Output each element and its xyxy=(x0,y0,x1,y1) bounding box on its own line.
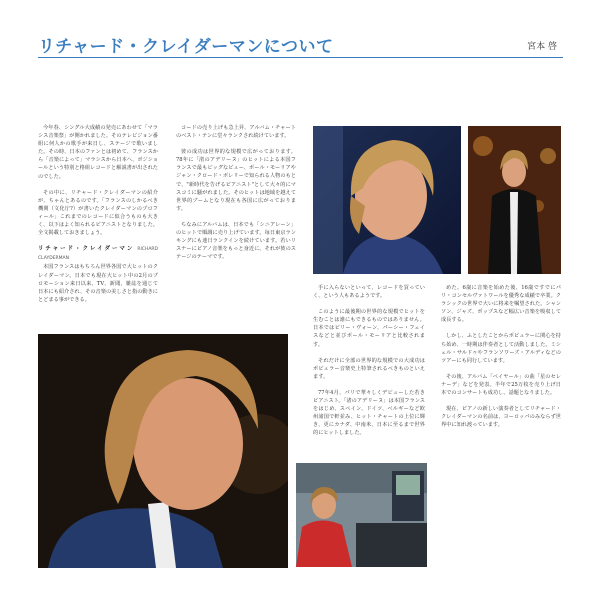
paragraph: しかし、ふとしたことからポピュラーに関心を持ち始め、一時期は伴奏者として活動しました。ミシェル・サルドゥやフランソワーズ・アルディなどのツアーにも同行しています。 xyxy=(441,333,561,364)
name-caption xyxy=(38,245,158,263)
portrait-photo-smiling xyxy=(38,334,288,568)
paragraph: このように最後期の世界的な規模でヒットを生むことは誰にもできるものではありません。日本ではピリー・ヴォーン、パーシー・フェイスなどと並びポール・モーリアと比較されます。 xyxy=(313,309,425,348)
paragraph: 今年春、シングル大成績の発売にあわせて「マラシス音楽祭」が開かれました。そのテレビジョン番組に何人かの歌手が来日し、ステージで歌いました。その時、日本のファンとは初めて、フランスから「音楽によって」マラシスから日本へ、ボジショールという特別と格組レコードと解説書が出されたのでした。 xyxy=(38,125,158,180)
portrait-photo-closeup xyxy=(313,126,461,274)
paragraph: 本国フランスはもちろん世界各国で大ヒットのクレイダーマン。日本でも現在大ヒット中の2月のプロモーション来日以来、TV、新聞、雑誌を通じて日本にも紹介され、その音楽の美しさと指の動きにとどまる事ができる。 xyxy=(38,264,158,303)
paragraph: 77年4月、パリで華々しくデビューした若きピアニスト。「渚のアデリーヌ」は本国フランスをはじめ、スペイン、ドイツ、ベルギーなど欧州諸国で軒並み、ヒット・チャートの上位に輝き、更にカナダ、中南米、日本に至るまで世界的にヒットしました。 xyxy=(313,389,425,437)
author-name: 宮本 啓 xyxy=(527,42,557,52)
paragraph: 手に入らないといって、レコードを買っていく、という人もあるようです。 xyxy=(313,285,425,300)
paragraph: 現在、ピアノの新しい演奏者としてリチャード・クレイダーマンの名前は、ヨーロッパのみならず世界中に知れ渡っています。 xyxy=(441,406,561,429)
paragraph: ちなみにアルバムは、日本でも「シニアレーン」のヒットで順調に売り上げています。毎日東京ランキングにも連日ランクインを続けています。若いリスナーにピアノ音楽をもっと身近に。それが彼のステージのテーマです。 xyxy=(176,221,296,261)
portrait-photo-tuxedo xyxy=(468,126,561,274)
name-caption-ja: リチャード・クレイダーマン xyxy=(38,246,135,253)
page-title: リチャード・クレイダーマンについて xyxy=(38,37,334,57)
paragraph: めた。6歳に音楽を始めた後、16歳ですでにパリ・コンセルヴァトワールを優秀な成績で卒業。クラシックの世界で大いに将来を嘱望された。シャンソン、ジャズ、ポップスなど幅広い音楽を吸収して成長する。 xyxy=(441,285,561,324)
paragraph: 彼の成功は世界的な規模で広がっております。78年に「渚のアデリーヌ」のヒットによる本国フランスで最もビッグなピュー、ポール・モーリアやジャン・クロード・ボレリーで知られる人物のもとで、"新時代を告げるピアニスト"として大々的にマスコミに騒がれました。そのヒットは地域を越えて世界的ブームとなり現在も各国に広がっております。 xyxy=(176,149,296,212)
text-column-2 xyxy=(176,124,296,334)
paragraph: それだけに全部の世界的な規模での大成功はポピュラー音楽史上特筆されるべきものといえます。 xyxy=(313,357,425,380)
title-divider xyxy=(38,57,563,58)
paragraph: その後、アルバム「ペイヤール」の曲「星のセレナーデ」などを発表。半年で25万枚を売り上げ日本でのコンサートも成功し、話題となりました。 xyxy=(441,373,561,397)
header xyxy=(38,26,563,56)
paragraph: その中に、リチャード・クレイダーマンの紹介が、ちゃんとあるのです。「フランスのしかるべき機関（文化庁?）が書いたクレイダーマンのプロフィール」これまでのレコードに似合うものも大きく、以下はよく知られるピアニストとなりました。全文掲載しておきましょう。 xyxy=(38,189,158,237)
text-column-3 xyxy=(313,284,425,584)
text-column-1 xyxy=(38,124,158,334)
name-caption-en: RICHARD CLAYDERMAN xyxy=(38,247,158,262)
text-column-4 xyxy=(441,284,561,584)
paragraph: コードの売り上げも急上昇、アルバム・チャートのベスト・テンに堂々ランクされ続けています。 xyxy=(176,125,296,140)
